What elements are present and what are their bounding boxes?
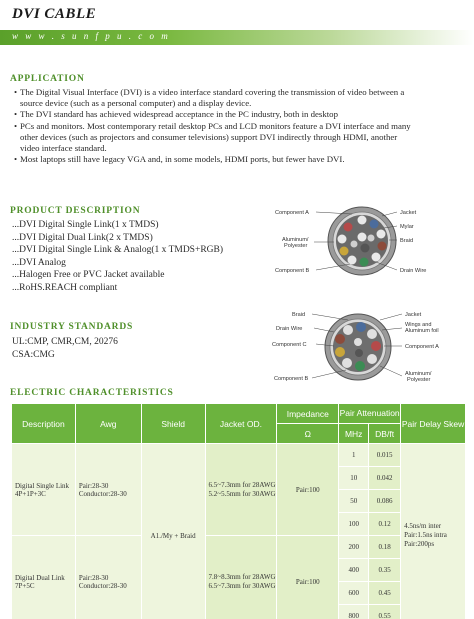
- label-jacket: Jacket: [400, 210, 417, 216]
- row-awg: Pair:28-30 Conductor:28-30: [75, 444, 141, 536]
- cable-cross-section-single: [270, 200, 470, 282]
- row-impedance: Pair:100: [277, 536, 339, 619]
- header-db-ft: DB/ft: [369, 424, 401, 444]
- product-item: ...DVI Digital Single Link(1 x TMDS): [12, 220, 159, 230]
- label-jacket: Jacket: [405, 312, 422, 318]
- product-item: ...RoHS.REACH compliant: [12, 282, 118, 293]
- db-cell: 0.35: [369, 559, 401, 582]
- mhz-cell: 600: [339, 582, 369, 605]
- website-url: w w w . s u n f p u . c o m: [12, 31, 171, 41]
- application-heading: APPLICATION: [10, 74, 85, 84]
- row-jacket: 6.5~7.3mm for 28AWG 5.2~5.5mm for 30AWG: [205, 444, 277, 536]
- product-list: [12, 219, 223, 295]
- mhz-cell: 1: [339, 444, 369, 467]
- application-item: • Most laptops still have legacy VGA and, in some models, HDMI ports, but fewer have DVI.: [12, 154, 412, 165]
- product-item: ...DVI Digital Dual Link(2 x TMDS): [12, 232, 153, 243]
- url-banner: [0, 30, 474, 45]
- label-aluminum: Aluminum/: [405, 371, 432, 377]
- header-shield: Shield: [141, 404, 205, 444]
- standards-block: [12, 336, 118, 361]
- mhz-cell: 10: [339, 467, 369, 490]
- label-component-c: Component C: [272, 342, 307, 348]
- application-item: • The DVI standard has achieved widespread acceptance in the PC industry, both in desktop: [12, 109, 412, 120]
- mhz-cell: 800: [339, 605, 369, 619]
- mhz-cell: 100: [339, 513, 369, 536]
- header-mhz: MHz: [339, 424, 369, 444]
- label-component-a: Component A: [275, 210, 309, 216]
- product-item: ...DVI Digital Single Link & Analog(1 x TMDS+RGB): [12, 245, 224, 256]
- header-impedance-unit: Ω: [277, 424, 339, 444]
- db-cell: 0.086: [369, 490, 401, 513]
- electric-table: [11, 403, 466, 619]
- standards-csa: CSA:CMG: [12, 349, 55, 360]
- label-aluminum-foil: Aluminum foil: [405, 328, 439, 334]
- label-braid: Braid: [292, 312, 306, 318]
- header-awg: Awg: [75, 404, 141, 444]
- application-list: [12, 87, 412, 165]
- header-pair-delay-skew: Pair Delay Skew: [401, 404, 466, 444]
- cable-cross-section-dual: [262, 306, 470, 388]
- row-awg: Pair:28-30 Conductor:28-30: [75, 536, 141, 619]
- label-component-b: Component B: [274, 376, 309, 382]
- db-cell: 0.12: [369, 513, 401, 536]
- mhz-cell: 400: [339, 559, 369, 582]
- db-cell: 0.55: [369, 605, 401, 619]
- application-item: • PCs and monitors. Most contemporary retail desktop PCs and LCD monitors feature a DVI interface and many other devices (such as projectors and consumer televisions) support DVI indirectly through HDMI, another video interface standard.: [12, 121, 412, 155]
- label-drain-wire: Drain Wire: [400, 268, 427, 274]
- db-cell: 0.45: [369, 582, 401, 605]
- page-title: DVI CABLE: [12, 6, 97, 22]
- db-cell: 0.015: [369, 444, 401, 467]
- header-impedance: Impedance: [277, 404, 339, 424]
- label-aluminum: Aluminum/: [282, 237, 309, 243]
- row-jacket: 7.8~8.3mm for 28AWG 6.5~7.3mm for 30AWG: [205, 536, 277, 619]
- row-description: Digital Single Link 4P+1P+3C: [12, 444, 76, 536]
- standards-ul: UL:CMP, CMR,CM, 20276: [12, 337, 118, 347]
- db-cell: 0.18: [369, 536, 401, 559]
- skew-cell: 4.5ns/m inter Pair:1.5ns intra Pair:200ps: [401, 444, 466, 619]
- header-jacket-od: Jacket OD.: [205, 404, 277, 444]
- label-polyester: Polyester: [407, 377, 431, 383]
- standards-heading: INDUSTRY STANDARDS: [10, 322, 134, 332]
- product-item: ...DVI Analog: [12, 257, 66, 268]
- label-component-b: Component B: [275, 268, 310, 274]
- header-pair-attenuation: Pair Attenuation: [339, 404, 401, 424]
- application-item: • The Digital Visual Interface (DVI) is a video interface standard covering the transmission of video between a source device (such as a personal computer) and a display device.: [12, 87, 412, 109]
- mhz-cell: 50: [339, 490, 369, 513]
- product-heading: PRODUCT DESCRIPTION: [10, 206, 141, 216]
- db-cell: 0.042: [369, 467, 401, 490]
- mhz-cell: 200: [339, 536, 369, 559]
- electric-heading: ELECTRIC CHARACTERISTICS: [10, 388, 174, 398]
- shield-cell: A1./My + Braid: [141, 444, 205, 619]
- row-impedance: Pair:100: [277, 444, 339, 536]
- header-description: Description: [12, 404, 76, 444]
- label-wings: Wings and: [405, 322, 432, 328]
- label-drain-wire: Drain Wire: [276, 326, 303, 332]
- product-item: ...Halogen Free or PVC Jacket available: [12, 270, 165, 281]
- label-braid: Braid: [400, 238, 414, 244]
- label-mylar: Mylar: [400, 224, 414, 230]
- label-polyester: Polyester: [284, 243, 308, 249]
- label-component-a: Component A: [405, 344, 439, 350]
- row-description: Digital Dual Link 7P+5C: [12, 536, 76, 619]
